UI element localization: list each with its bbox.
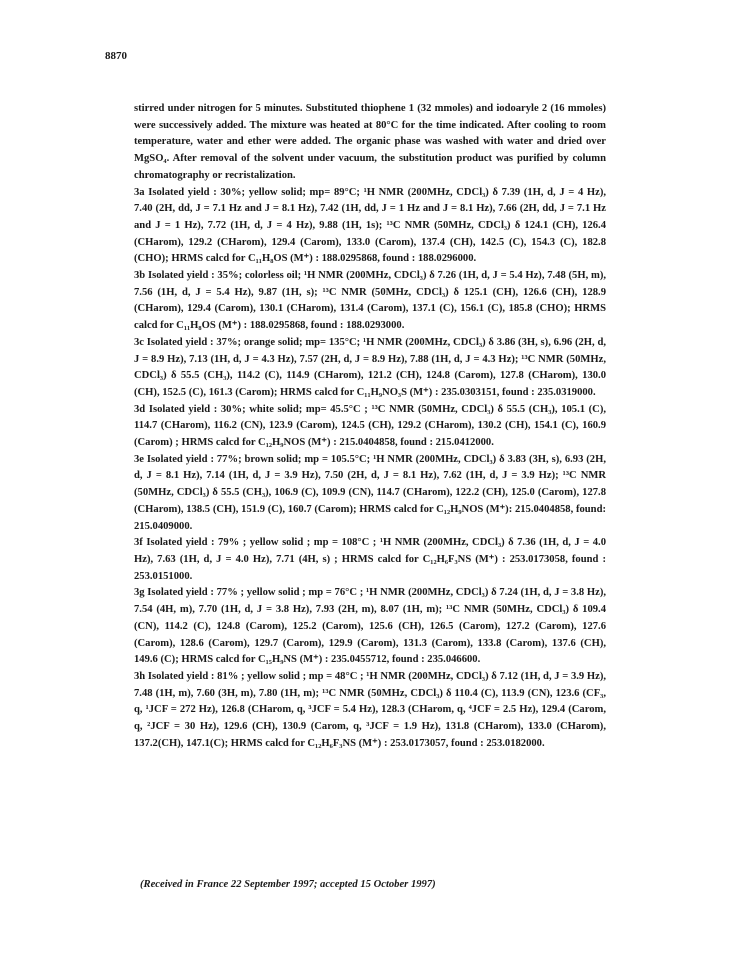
- compound-3f-paragraph: [134, 535, 606, 585]
- compound-3a-paragraph: [134, 185, 606, 269]
- compound-data: Isolated yield : 77% ; yellow solid ; mp = 76°C ; ¹H NMR (200MHz, CDCl₃) δ 7.24 (1H, d, J = 3.8 Hz), 7.54 (4H, m), 7.70 (1H, d, J = 3.8 Hz), 7.93 (2H, m), 8.07 (1H, m); ¹³C NMR (50MHz, CDCl₃) δ 109.4 (CN), 114.2 (C), 124.8 (Carom), 125.2 (Carom), 125.6 (CH), 126.5 (Carom), 127.2 (Carom), 127.6 (Carom), 128.6 (Carom), 129.7 (Carom), 129.9 (Carom), 131.3 (Carom), 133.8 (Carom), 137.6 (CH), 149.6 (C); HRMS calcd for C₁₅H₉NS (M⁺) : 235.0455712, found : 235.046600.: [134, 587, 606, 666]
- compound-3e-paragraph: [134, 452, 606, 536]
- compound-label: 3c: [134, 336, 144, 348]
- compound-data: Isolated yield : 37%; orange solid; mp= 135°C; ¹H NMR (200MHz, CDCl₃) δ 3.86 (3H, s), 6.96 (2H, d, J = 8.9 Hz), 7.13 (1H, d, J = 4.3 Hz), 7.57 (2H, d, J = 8.9 Hz), 7.88 (1H, d, J = 4.3 Hz); ¹³C NMR (50MHz, CDCl₃) δ 55.5 (CH₃), 114.2 (C), 114.9 (CHarom), 121.2 (CH), 124.8 (Carom), 127.8 (CHarom), 130.0 (CH), 152.5 (C), 161.3 (Carom); HRMS calcd for C₁₁H₉NO₃S (M⁺) : 235.0303151, found : 235.0319000.: [134, 336, 606, 398]
- compound-3b-paragraph: [134, 268, 606, 335]
- compound-3g-paragraph: [134, 585, 606, 669]
- received-note: (Received in France 22 September 1997; accepted 15 October 1997): [140, 879, 436, 890]
- compound-label: 3h: [134, 670, 146, 682]
- compound-label: 3f: [134, 537, 143, 549]
- compound-data: Isolated yield : 30%; white solid; mp= 45.5°C ; ¹³C NMR (50MHz, CDCl₃) δ 55.5 (CH₃), 105.1 (C), 114.7 (CHarom), 116.2 (CN), 123.9 (Carom), 124.5 (CH), 129.2 (CHarom), 130.2 (CH), 154.1 (C), 160.9 (Carom) ; HRMS calcd for C₁₂H₉NOS (M⁺) : 215.0404858, found : 215.0412000.: [134, 403, 606, 449]
- intro-paragraph: stirred under nitrogen for 5 minutes. Substituted thiophene 1 (32 mmoles) and iodoaryle 2 (16 mmoles) were successively added. The mixture was heated at 80°C for the time indicated. After cooling to room temperature, water and ether were added. The organic phase was washed with water and dried over MgSO₄. After removal of the solvent under vacuum, the substitution product was purified by column chromatography or recristalization.: [134, 103, 606, 181]
- compound-label: 3d: [134, 403, 146, 415]
- compound-data: Isolated yield : 81% ; yellow solid ; mp = 48°C ; ¹H NMR (200MHz, CDCl₃) δ 7.12 (1H, d, J = 3.9 Hz), 7.48 (1H, m), 7.60 (3H, m), 7.80 (1H, m); ¹³C NMR (50MHz, CDCl₃) δ 110.4 (C), 113.9 (CN), 123.6 (CF₃, q, ¹JCF = 272 Hz), 126.8 (CHarom, q, ³JCF = 5.4 Hz), 128.3 (CHarom, q, ⁴JCF = 2.5 Hz), 129.4 (Carom, q, ²JCF = 30 Hz), 129.6 (CH), 130.9 (Carom, q, ³JCF = 1.9 Hz), 131.8 (CHarom), 133.0 (CHarom), 137.2(CH), 147.1(C); HRMS calcd for C₁₂H₆F₃NS (M⁺) : 253.0173057, found : 253.0182000.: [134, 670, 606, 749]
- page-number: 8870: [105, 50, 127, 62]
- compound-data: Isolated yield : 77%; brown solid; mp = 105.5°C; ¹H NMR (200MHz, CDCl₃) δ 3.83 (3H, s), 6.93 (2H, d, J = 8.1 Hz), 7.14 (1H, d, J = 3.9 Hz), 7.50 (2H, d, J = 8.1 Hz), 7.62 (1H, d, J = 3.9 Hz); ¹³C NMR (50MHz, CDCl₃) δ 55.5 (CH₃), 106.9 (C), 109.9 (CN), 114.7 (CHarom), 122.2 (CH), 125.0 (Carom), 127.8 (CHarom), 138.5 (CH), 151.9 (C), 160.7 (Carom); HRMS calcd for C₁₂H₉NOS (M⁺): 215.0404858, found: 215.0409000.: [134, 453, 606, 532]
- compound-label: 3g: [134, 587, 145, 599]
- compound-label: 3e: [134, 453, 144, 465]
- compound-3d-paragraph: [134, 402, 606, 452]
- compound-3c-paragraph: [134, 335, 606, 402]
- compound-label: 3a: [134, 186, 145, 198]
- experimental-text: [134, 101, 606, 752]
- compound-data: Isolated yield : 30%; yellow solid; mp= 89°C; ¹H NMR (200MHz, CDCl₃) δ 7.39 (1H, d, J = 4 Hz), 7.40 (2H, dd, J = 7.1 Hz and J = 8.1 Hz), 7.42 (1H, dd, J = 1 Hz and J = 8.1 Hz), 7.66 (2H, dd, J = 7.1 Hz and J = 1 Hz), 7.72 (1H, d, J = 4 Hz), 9.88 (1H, 1s); ¹³C NMR (50MHz, CDCl₃) δ 124.1 (CH), 126.4 (CHarom), 129.2 (CHarom), 129.4 (Carom), 133.0 (Carom), 137.4 (CH), 142.5 (C), 154.3 (C), 182.8 (CHO); HRMS calcd for C₁₁H₈OS (M⁺) : 188.0295868, found : 188.0296000.: [134, 186, 606, 265]
- compound-data: Isolated yield : 79% ; yellow solid ; mp = 108°C ; ¹H NMR (200MHz, CDCl₃) δ 7.36 (1H, d, J = 4.0 Hz), 7.63 (1H, d, J = 4.0 Hz), 7.71 (4H, s) ; HRMS calcd for C₁₂H₆F₃NS (M⁺) : 253.0173058, found : 253.0151000.: [134, 537, 606, 582]
- compound-data: Isolated yield : 35%; colorless oil; ¹H NMR (200MHz, CDCl₃) δ 7.26 (1H, d, J = 5.4 Hz), 7.48 (5H, m), 7.56 (1H, d, J = 5.4 Hz), 9.87 (1H, s); ¹³C NMR (50MHz, CDCl₃) δ 125.1 (CH), 126.6 (CH), 128.9 (CHarom), 129.4 (Carom), 130.1 (CHarom), 131.4 (Carom), 137.1 (C), 156.1 (C), 185.8 (CHO); HRMS calcd for C₁₁H₈OS (M⁺) : 188.0295868, found : 188.0293000.: [134, 270, 606, 332]
- compound-3h-paragraph: [134, 669, 606, 753]
- compound-label: 3b: [134, 270, 146, 282]
